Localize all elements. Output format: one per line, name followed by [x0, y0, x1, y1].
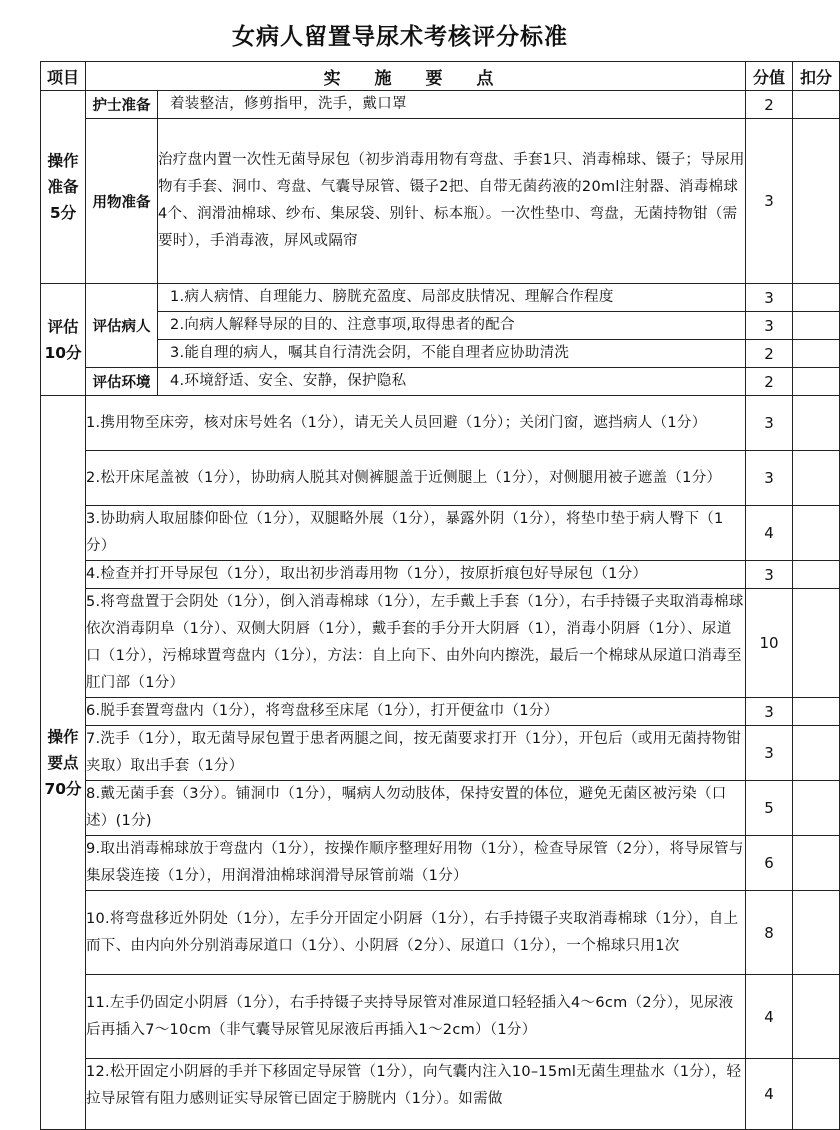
table-row — [41, 396, 840, 451]
table-row — [41, 451, 840, 506]
score-cell: 3 — [746, 451, 793, 506]
score-cell: 3 — [746, 284, 793, 312]
content-cell: 着装整洁，修剪指甲，洗手，戴口罩 — [158, 91, 746, 119]
content-cell: 治疗盘内置一次性无菌导尿包（初步消毒用物有弯盘、手套1只、消毒棉球、镊子；导尿用物有手套、洞巾、弯盘、气囊导尿管、镊子2把、自带无菌药液的20ml注射器、消毒棉球4个、润滑油棉球、纱布、集尿袋、别针、标本瓶）。一次性垫巾、弯盘，无菌持物钳（需要时），手消毒液，屏风或隔帘 — [158, 119, 746, 284]
content-cell: 12.松开固定小阴唇的手并下移固定导尿管（1分），向气囊内注入10–15ml无菌生理盐水（1分），轻拉导尿管有阻力感则证实导尿管已固定于膀胱内（1分）。如需做 — [86, 1059, 746, 1130]
table-row — [41, 284, 840, 312]
deduct-cell[interactable] — [793, 561, 840, 589]
score-cell: 3 — [746, 726, 793, 781]
content-cell: 4.环境舒适、安全、安静，保护隐私 — [158, 368, 746, 396]
table-row — [41, 781, 840, 836]
table-row — [41, 91, 840, 119]
content-cell: 3.能自理的病人，嘱其自行清洗会阴，不能自理者应协助清洗 — [158, 340, 746, 368]
category-prep: 操作 准备 5分 — [41, 91, 86, 284]
deduct-cell[interactable] — [793, 589, 840, 698]
content-cell: 10.将弯盘移近外阴处（1分），左手分开固定小阴唇（1分），右手持镊子夹取消毒棉球（1分），自上而下、由内向外分别消毒尿道口（1分）、小阴唇（2分）、尿道口（1分），一个棉球只用1次 — [86, 891, 746, 975]
score-cell: 2 — [746, 340, 793, 368]
score-cell: 3 — [746, 312, 793, 340]
table-row — [41, 836, 840, 891]
table-row — [41, 368, 840, 396]
header-score: 分值 — [746, 62, 793, 91]
content-cell: 2.向病人解释导尿的目的、注意事项,取得患者的配合 — [158, 312, 746, 340]
table-row — [41, 1059, 840, 1130]
content-cell: 11.左手仍固定小阴唇（1分），右手持镊子夹持导尿管对准尿道口轻轻插入4～6cm（2分），见尿液后再插入7～10cm（非气囊导尿管见尿液后再插入1～2cm）（1分） — [86, 975, 746, 1059]
deduct-cell[interactable] — [793, 975, 840, 1059]
content-cell: 1.携用物至床旁，核对床号姓名（1分），请无关人员回避（1分）；关闭门窗，遮挡病人（1分） — [86, 396, 746, 451]
score-cell: 5 — [746, 781, 793, 836]
table-row — [41, 506, 840, 561]
deduct-cell[interactable] — [793, 340, 840, 368]
content-cell: 7.洗手（1分），取无菌导尿包置于患者两腿之间，按无菌要求打开（1分），开包后（或用无菌持物钳夹取）取出手套（1分） — [86, 726, 746, 781]
deduct-cell[interactable] — [793, 312, 840, 340]
score-cell: 3 — [746, 561, 793, 589]
content-cell: 5.将弯盘置于会阴处（1分），倒入消毒棉球（1分），左手戴上手套（1分），右手持镊子夹取消毒棉球依次消毒阴阜（1分）、双侧大阴唇（1分），戴手套的手分开大阴唇（1），消毒小阴唇（1分）、尿道口（1分），污棉球置弯盘内（1分），方法：自上向下、由外向内擦洗，最后一个棉球从尿道口消毒至肛门部（1分） — [86, 589, 746, 698]
sub-assess-env: 评估环境 — [86, 368, 158, 396]
deduct-cell[interactable] — [793, 726, 840, 781]
content-cell: 8.戴无菌手套（3分）。铺洞巾（1分），嘱病人勿动肢体，保持安置的体位，避免无菌区被污染（口述）(1分) — [86, 781, 746, 836]
table-row — [41, 698, 840, 726]
score-cell: 3 — [746, 119, 793, 284]
content-cell: 2.松开床尾盖被（1分），协助病人脱其对侧裤腿盖于近侧腿上（1分），对侧腿用被子遮盖（1分） — [86, 451, 746, 506]
deduct-cell[interactable] — [793, 1059, 840, 1130]
score-cell: 2 — [746, 91, 793, 119]
content-cell: 6.脱手套置弯盘内（1分），将弯盘移至床尾（1分），打开便盆巾（1分） — [86, 698, 746, 726]
deduct-cell[interactable] — [793, 781, 840, 836]
content-cell: 9.取出消毒棉球放于弯盘内（1分），按操作顺序整理好用物（1分），检查导尿管（2分），将导尿管与集尿袋连接（1分），用润滑油棉球润滑导尿管前端（1分） — [86, 836, 746, 891]
table-row — [41, 561, 840, 589]
sub-assess-patient: 评估病人 — [86, 284, 158, 368]
score-cell: 3 — [746, 698, 793, 726]
score-cell: 4 — [746, 1059, 793, 1130]
deduct-cell[interactable] — [793, 368, 840, 396]
content-cell: 3.协助病人取屈膝仰卧位（1分），双腿略外展（1分），暴露外阴（1分），将垫巾垫于病人臀下（1分） — [86, 506, 746, 561]
table-row — [41, 726, 840, 781]
score-cell: 2 — [746, 368, 793, 396]
table-row — [41, 340, 840, 368]
deduct-cell[interactable] — [793, 836, 840, 891]
table-row — [41, 119, 840, 284]
deduct-cell[interactable] — [793, 506, 840, 561]
header-points: 实 施 要 点 — [86, 62, 746, 91]
score-cell: 4 — [746, 975, 793, 1059]
content-cell: 4.检查并打开导尿包（1分），取出初步消毒用物（1分），按原折痕包好导尿包（1分） — [86, 561, 746, 589]
score-cell: 6 — [746, 836, 793, 891]
header-row — [41, 62, 840, 91]
content-cell: 1.病人病情、自理能力、膀胱充盈度、局部皮肤情况、理解合作程度 — [158, 284, 746, 312]
score-cell: 3 — [746, 396, 793, 451]
deduct-cell[interactable] — [793, 891, 840, 975]
deduct-cell[interactable] — [793, 284, 840, 312]
score-cell: 8 — [746, 891, 793, 975]
sub-supplies-prep: 用物准备 — [86, 119, 158, 284]
score-table — [40, 61, 840, 1130]
header-deduct: 扣分 — [793, 62, 840, 91]
header-item: 项目 — [41, 62, 86, 91]
sub-nurse-prep: 护士准备 — [86, 91, 158, 119]
deduct-cell[interactable] — [793, 119, 840, 284]
deduct-cell[interactable] — [793, 698, 840, 726]
deduct-cell[interactable] — [793, 396, 840, 451]
deduct-cell[interactable] — [793, 91, 840, 119]
table-row — [41, 312, 840, 340]
deduct-cell[interactable] — [793, 451, 840, 506]
category-operate: 操作 要点 70分 — [41, 396, 86, 1130]
table-row — [41, 589, 840, 698]
table-row — [41, 975, 840, 1059]
category-assess: 评估 10分 — [41, 284, 86, 396]
table-row — [41, 891, 840, 975]
page-title: 女病人留置导尿术考核评分标准 — [232, 24, 568, 50]
score-cell: 10 — [746, 589, 793, 698]
score-cell: 4 — [746, 506, 793, 561]
